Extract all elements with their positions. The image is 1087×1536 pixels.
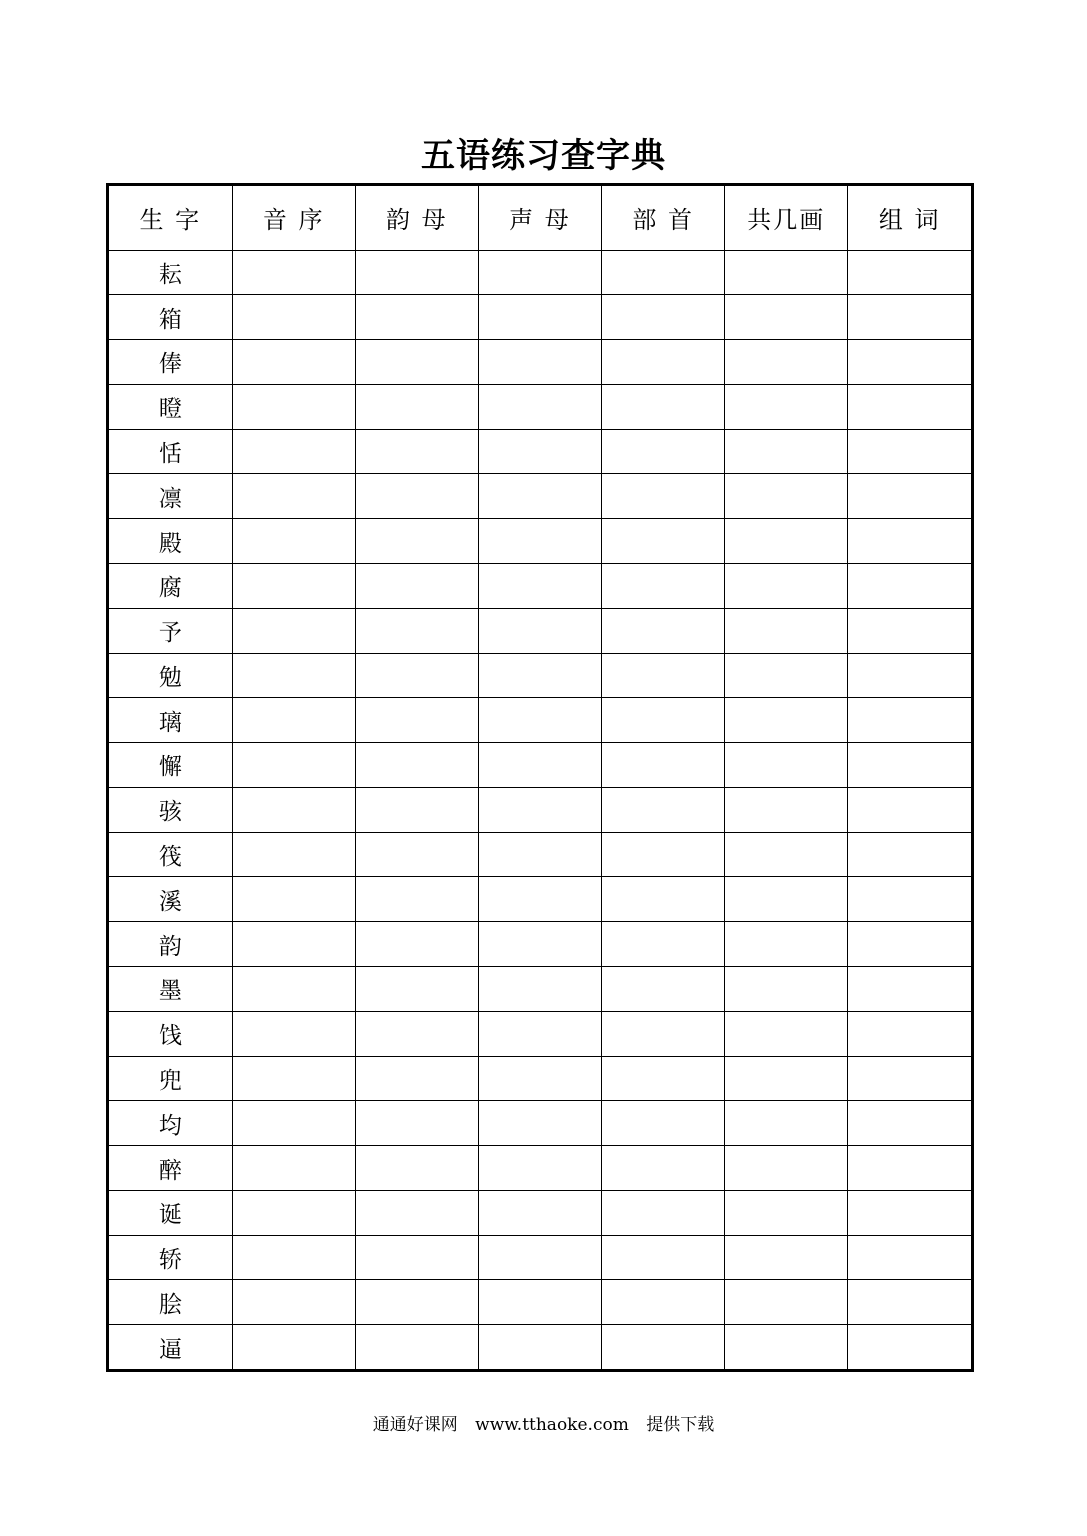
column-header: 共几画 (725, 186, 848, 250)
answer-cell[interactable] (355, 474, 478, 519)
answer-cell[interactable] (355, 1056, 478, 1101)
answer-cell[interactable] (355, 832, 478, 877)
character-cell: 耘 (109, 250, 232, 295)
answer-cell[interactable] (602, 1280, 725, 1325)
answer-cell[interactable] (355, 429, 478, 474)
answer-cell[interactable] (602, 1101, 725, 1146)
worksheet-grid (109, 186, 971, 1369)
table-row (109, 384, 971, 429)
table-row (109, 1146, 971, 1191)
table-row (109, 967, 971, 1012)
answer-cell[interactable] (478, 967, 601, 1012)
answer-cell[interactable] (232, 1325, 355, 1369)
table-row (109, 1056, 971, 1101)
answer-cell[interactable] (602, 922, 725, 967)
answer-cell[interactable] (602, 1190, 725, 1235)
answer-cell[interactable] (602, 563, 725, 608)
character-cell: 凛 (109, 474, 232, 519)
answer-cell[interactable] (725, 519, 848, 564)
answer-cell[interactable] (355, 653, 478, 698)
character-cell: 韵 (109, 922, 232, 967)
answer-cell[interactable] (848, 1056, 971, 1101)
table-row (109, 1235, 971, 1280)
answer-cell[interactable] (232, 250, 355, 295)
table-row (109, 698, 971, 743)
answer-cell[interactable] (478, 429, 601, 474)
answer-cell[interactable] (355, 1235, 478, 1280)
answer-cell[interactable] (232, 1235, 355, 1280)
answer-cell[interactable] (232, 1056, 355, 1101)
answer-cell[interactable] (355, 1280, 478, 1325)
table-row (109, 519, 971, 564)
answer-cell[interactable] (602, 340, 725, 385)
answer-cell[interactable] (848, 787, 971, 832)
answer-cell[interactable] (725, 1235, 848, 1280)
answer-cell[interactable] (232, 519, 355, 564)
answer-cell[interactable] (232, 295, 355, 340)
character-cell: 恬 (109, 429, 232, 474)
character-cell: 腐 (109, 563, 232, 608)
answer-cell[interactable] (478, 877, 601, 922)
answer-cell[interactable] (478, 250, 601, 295)
table-row (109, 563, 971, 608)
answer-cell[interactable] (602, 967, 725, 1012)
page-title: 五语练习查字典 (421, 136, 666, 176)
column-header: 音 序 (232, 186, 355, 250)
table-row (109, 1101, 971, 1146)
answer-cell[interactable] (355, 1325, 478, 1369)
worksheet-body (109, 250, 971, 1369)
table-row (109, 250, 971, 295)
answer-cell[interactable] (478, 787, 601, 832)
character-cell: 墨 (109, 967, 232, 1012)
table-row (109, 743, 971, 788)
answer-cell[interactable] (478, 295, 601, 340)
character-cell: 骇 (109, 787, 232, 832)
column-header: 声 母 (478, 186, 601, 250)
answer-cell[interactable] (848, 1190, 971, 1235)
answer-cell[interactable] (232, 384, 355, 429)
character-cell: 逼 (109, 1325, 232, 1369)
column-header: 部 首 (602, 186, 725, 250)
answer-cell[interactable] (725, 698, 848, 743)
column-header: 韵 母 (355, 186, 478, 250)
answer-cell[interactable] (478, 1146, 601, 1191)
table-row (109, 608, 971, 653)
answer-cell[interactable] (478, 1325, 601, 1369)
character-cell: 璃 (109, 698, 232, 743)
answer-cell[interactable] (478, 563, 601, 608)
answer-cell[interactable] (232, 743, 355, 788)
table-row (109, 877, 971, 922)
answer-cell[interactable] (355, 608, 478, 653)
answer-cell[interactable] (355, 743, 478, 788)
answer-cell[interactable] (478, 1280, 601, 1325)
answer-cell[interactable] (478, 519, 601, 564)
table-row (109, 787, 971, 832)
answer-cell[interactable] (355, 563, 478, 608)
answer-cell[interactable] (232, 563, 355, 608)
answer-cell[interactable] (602, 743, 725, 788)
answer-cell[interactable] (725, 877, 848, 922)
answer-cell[interactable] (355, 1101, 478, 1146)
table-row (109, 1325, 971, 1369)
character-cell: 脍 (109, 1280, 232, 1325)
answer-cell[interactable] (848, 519, 971, 564)
answer-cell[interactable] (725, 429, 848, 474)
answer-cell[interactable] (848, 429, 971, 474)
answer-cell[interactable] (725, 1190, 848, 1235)
answer-cell[interactable] (232, 877, 355, 922)
answer-cell[interactable] (602, 1056, 725, 1101)
answer-cell[interactable] (602, 1235, 725, 1280)
character-cell: 诞 (109, 1190, 232, 1235)
answer-cell[interactable] (478, 653, 601, 698)
answer-cell[interactable] (725, 653, 848, 698)
answer-cell[interactable] (725, 1325, 848, 1369)
table-row (109, 1011, 971, 1056)
answer-cell[interactable] (602, 877, 725, 922)
answer-cell[interactable] (478, 698, 601, 743)
answer-cell[interactable] (602, 653, 725, 698)
answer-cell[interactable] (848, 1101, 971, 1146)
header-row (109, 186, 971, 250)
answer-cell[interactable] (725, 340, 848, 385)
answer-cell[interactable] (602, 519, 725, 564)
answer-cell[interactable] (725, 295, 848, 340)
column-header: 生 字 (109, 186, 232, 250)
answer-cell[interactable] (848, 1235, 971, 1280)
answer-cell[interactable] (725, 250, 848, 295)
answer-cell[interactable] (602, 1011, 725, 1056)
answer-cell[interactable] (848, 250, 971, 295)
answer-cell[interactable] (602, 474, 725, 519)
answer-cell[interactable] (232, 429, 355, 474)
answer-cell[interactable] (602, 698, 725, 743)
table-row (109, 474, 971, 519)
answer-cell[interactable] (232, 608, 355, 653)
character-cell: 均 (109, 1101, 232, 1146)
answer-cell[interactable] (725, 608, 848, 653)
answer-cell[interactable] (355, 250, 478, 295)
answer-cell[interactable] (478, 743, 601, 788)
answer-cell[interactable] (478, 922, 601, 967)
answer-cell[interactable] (355, 1146, 478, 1191)
column-header: 组 词 (848, 186, 971, 250)
answer-cell[interactable] (725, 1146, 848, 1191)
answer-cell[interactable] (602, 1325, 725, 1369)
answer-cell[interactable] (602, 295, 725, 340)
footer (0, 1410, 1087, 1435)
answer-cell[interactable] (355, 1190, 478, 1235)
table-row (109, 340, 971, 385)
table-row (109, 922, 971, 967)
answer-cell[interactable] (232, 1190, 355, 1235)
answer-cell[interactable] (848, 1325, 971, 1369)
answer-cell[interactable] (725, 787, 848, 832)
character-cell: 箱 (109, 295, 232, 340)
answer-cell[interactable] (232, 1146, 355, 1191)
answer-cell[interactable] (848, 653, 971, 698)
answer-cell[interactable] (232, 967, 355, 1012)
table-row (109, 295, 971, 340)
answer-cell[interactable] (848, 1011, 971, 1056)
answer-cell[interactable] (848, 743, 971, 788)
answer-cell[interactable] (232, 698, 355, 743)
answer-cell[interactable] (232, 1101, 355, 1146)
answer-cell[interactable] (232, 474, 355, 519)
footer-url: www.tthaoke.com (475, 1415, 629, 1435)
character-cell: 俸 (109, 340, 232, 385)
answer-cell[interactable] (725, 1011, 848, 1056)
answer-cell[interactable] (478, 1011, 601, 1056)
answer-cell[interactable] (725, 384, 848, 429)
character-cell: 筏 (109, 832, 232, 877)
answer-cell[interactable] (848, 608, 971, 653)
answer-cell[interactable] (602, 787, 725, 832)
answer-cell[interactable] (725, 1280, 848, 1325)
answer-cell[interactable] (478, 1056, 601, 1101)
answer-cell[interactable] (848, 1146, 971, 1191)
table-row (109, 832, 971, 877)
answer-cell[interactable] (355, 877, 478, 922)
answer-cell[interactable] (355, 384, 478, 429)
answer-cell[interactable] (848, 340, 971, 385)
answer-cell[interactable] (602, 1146, 725, 1191)
answer-cell[interactable] (725, 922, 848, 967)
character-cell: 瞪 (109, 384, 232, 429)
footer-site-name: 通通好课网 (372, 1415, 458, 1435)
answer-cell[interactable] (725, 832, 848, 877)
answer-cell[interactable] (725, 967, 848, 1012)
answer-cell[interactable] (232, 653, 355, 698)
answer-cell[interactable] (232, 1011, 355, 1056)
answer-cell[interactable] (355, 340, 478, 385)
answer-cell[interactable] (355, 295, 478, 340)
answer-cell[interactable] (725, 1101, 848, 1146)
answer-cell[interactable] (232, 1280, 355, 1325)
answer-cell[interactable] (478, 340, 601, 385)
answer-cell[interactable] (848, 967, 971, 1012)
answer-cell[interactable] (848, 1280, 971, 1325)
table-row (109, 1190, 971, 1235)
answer-cell[interactable] (355, 1011, 478, 1056)
character-cell: 殿 (109, 519, 232, 564)
answer-cell[interactable] (355, 519, 478, 564)
footer-suffix: 提供下载 (646, 1415, 715, 1435)
answer-cell[interactable] (478, 1190, 601, 1235)
answer-cell[interactable] (848, 832, 971, 877)
answer-cell[interactable] (232, 922, 355, 967)
answer-cell[interactable] (602, 250, 725, 295)
character-cell: 醉 (109, 1146, 232, 1191)
answer-cell[interactable] (725, 474, 848, 519)
character-cell: 勉 (109, 653, 232, 698)
answer-cell[interactable] (725, 743, 848, 788)
character-cell: 兜 (109, 1056, 232, 1101)
dictionary-worksheet-table (106, 183, 974, 1372)
answer-cell[interactable] (848, 698, 971, 743)
answer-cell[interactable] (355, 967, 478, 1012)
character-cell: 饯 (109, 1011, 232, 1056)
answer-cell[interactable] (478, 1101, 601, 1146)
answer-cell[interactable] (232, 787, 355, 832)
answer-cell[interactable] (478, 1235, 601, 1280)
answer-cell[interactable] (478, 608, 601, 653)
answer-cell[interactable] (848, 474, 971, 519)
answer-cell[interactable] (602, 832, 725, 877)
character-cell: 溪 (109, 877, 232, 922)
answer-cell[interactable] (602, 608, 725, 653)
answer-cell[interactable] (478, 832, 601, 877)
answer-cell[interactable] (355, 922, 478, 967)
answer-cell[interactable] (725, 563, 848, 608)
answer-cell[interactable] (355, 787, 478, 832)
answer-cell[interactable] (848, 384, 971, 429)
answer-cell[interactable] (478, 474, 601, 519)
answer-cell[interactable] (848, 877, 971, 922)
answer-cell[interactable] (232, 340, 355, 385)
answer-cell[interactable] (602, 384, 725, 429)
answer-cell[interactable] (478, 384, 601, 429)
answer-cell[interactable] (848, 922, 971, 967)
answer-cell[interactable] (725, 1056, 848, 1101)
answer-cell[interactable] (602, 429, 725, 474)
table-row (109, 1280, 971, 1325)
table-row (109, 653, 971, 698)
answer-cell[interactable] (355, 698, 478, 743)
answer-cell[interactable] (848, 295, 971, 340)
table-row (109, 429, 971, 474)
answer-cell[interactable] (232, 832, 355, 877)
character-cell: 予 (109, 608, 232, 653)
character-cell: 懈 (109, 743, 232, 788)
character-cell: 轿 (109, 1235, 232, 1280)
answer-cell[interactable] (848, 563, 971, 608)
